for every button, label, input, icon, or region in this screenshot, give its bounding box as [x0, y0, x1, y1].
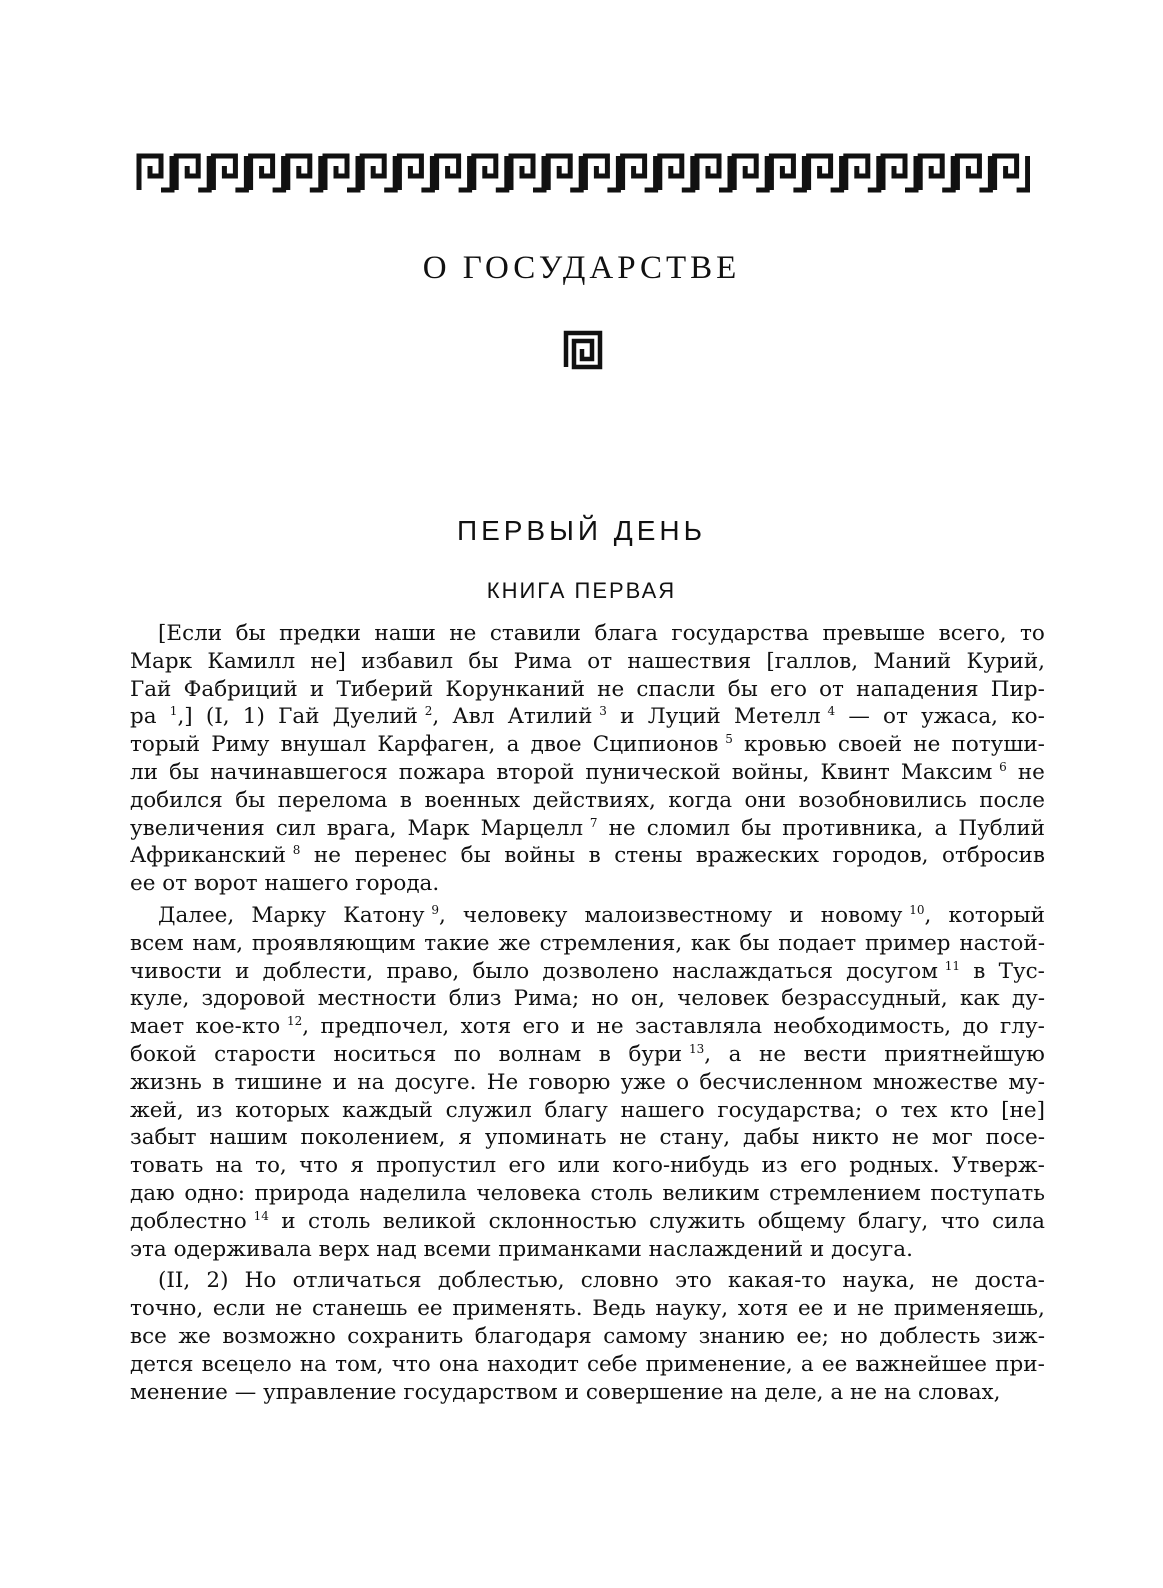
- greek-key-unit: [139, 156, 161, 190]
- text-line: жизнь в тишине и на досуге. Не говорю уже о бесчисленном множестве му-: [130, 1069, 1045, 1095]
- greek-key-unit: [697, 156, 719, 190]
- greek-key-unit: [883, 156, 905, 190]
- text-line: торый Риму внушал Карфаген, а двое Сципионов $^5$ кровью своей не потуши-: [130, 732, 1045, 758]
- text-line: всем нам, проявляющим такие же стремления, как бы подает пример настой-: [130, 930, 1045, 956]
- text-line: куле, здоровой местности близ Рима; но он, человек безрассудный, как ду-: [130, 986, 1045, 1012]
- greek-key-unit: [771, 156, 793, 190]
- greek-key-unit: [474, 156, 496, 190]
- greek-key-unit: [399, 156, 421, 190]
- greek-key-unit: [846, 156, 868, 190]
- text-line: добился бы перелома в военных действиях, когда они возобновились после: [130, 787, 1045, 813]
- text-line: ра $^1$,] (I, 1) Гай Дуелий $^2$, Авл Атилий $^3$ и Луций Метелл $^4$ — от ужаса, ко-: [130, 704, 1045, 730]
- body-text: [130, 620, 1045, 1406]
- greek-key-border-icon: [136, 150, 1030, 194]
- greek-key-unit: [809, 156, 831, 190]
- text-line: Африканский $^8$ не перенес бы войны в стены вражеских городов, отбросив: [130, 843, 1045, 869]
- text-line: ее от ворот нашего города.: [130, 871, 440, 897]
- text-line: забыт нашим поколением, я упоминать не стану, дабы никто не мог посе-: [130, 1125, 1045, 1151]
- text-line: бокой старости носиться по волнам в бури $^{13}$, а не вести приятнейшую: [130, 1041, 1045, 1067]
- book-heading: КНИГА ПЕРВАЯ: [486, 578, 677, 603]
- text-line: доблестно $^{14}$ и столь великой склонностью служить общему благу, что сила: [130, 1208, 1045, 1234]
- text-line: дется всецело на том, что она находит себе применение, а ее важнейшее при-: [130, 1351, 1045, 1377]
- greek-key-unit: [585, 156, 607, 190]
- text-line: мает кое-кто $^{12}$, предпочел, хотя его и не заставляла необходимость, до глу-: [130, 1014, 1045, 1040]
- text-line: (II, 2) Но отличаться доблестью, словно это какая-то наука, не доста-: [158, 1268, 1045, 1294]
- greek-key-unit: [623, 156, 645, 190]
- greek-key-unit: [437, 156, 459, 190]
- greek-key-unit: [660, 156, 682, 190]
- text-line: товать на то, что я пропустил его или кого-нибудь из его родных. Утверж-: [130, 1153, 1045, 1179]
- book-title: О ГОСУДАРСТВЕ: [422, 250, 741, 286]
- text-line: Далее, Марку Катону $^9$, человеку малоизвестному и новому $^{10}$, который: [158, 902, 1045, 928]
- text-line: менение — управление государством и совершение на деле, а не на словах,: [130, 1379, 1001, 1405]
- text-line: точно, если не станешь ее применять. Ведь науку, хотя ее и не применяешь,: [130, 1296, 1045, 1322]
- greek-key-unit: [176, 156, 198, 190]
- greek-key-unit: [957, 156, 979, 190]
- greek-key-unit: [920, 156, 942, 190]
- meander-icon: [563, 330, 603, 370]
- greek-key-unit: [251, 156, 273, 190]
- text-line: все же возможно сохранить благодаря самому знанию ее; но доблесть зиж-: [130, 1323, 1045, 1349]
- greek-key-unit: [548, 156, 570, 190]
- text-line: даю одно: природа наделила человека столь великим стремлением поступать: [130, 1180, 1045, 1206]
- greek-key-unit: [288, 156, 310, 190]
- text-line: жей, из которых каждый служил благу нашего государства; о тех кто [не]: [130, 1097, 1045, 1123]
- greek-key-unit: [511, 156, 533, 190]
- day-heading: ПЕРВЫЙ ДЕНЬ: [456, 515, 707, 546]
- greek-key-unit: [995, 156, 1017, 190]
- greek-key-unit: [734, 156, 756, 190]
- text-line: чивости и доблести, право, было дозволено наслаждаться досугом $^{11}$ в Тус-: [130, 958, 1045, 984]
- greek-key-unit: [213, 156, 235, 190]
- text-line: Марк Камилл не] избавил бы Рима от нашествия [галлов, Маний Курий,: [130, 648, 1045, 674]
- text-line: Гай Фабриций и Тиберий Корунканий не спасли бы его от нападения Пир-: [130, 676, 1045, 702]
- text-line: [Если бы предки наши не ставили блага государства превыше всего, то: [158, 621, 1045, 646]
- text-line: ли бы начинавшегося пожара второй пунической войны, Квинт Максим $^6$ не: [130, 759, 1045, 785]
- text-line: увеличения сил врага, Марк Марцелл $^7$ не сломил бы противника, а Публий: [130, 815, 1045, 841]
- greek-key-unit: [325, 156, 347, 190]
- text-line: эта одерживала верх над всеми приманками наслаждений и досуга.: [130, 1236, 913, 1262]
- greek-key-unit: [362, 156, 384, 190]
